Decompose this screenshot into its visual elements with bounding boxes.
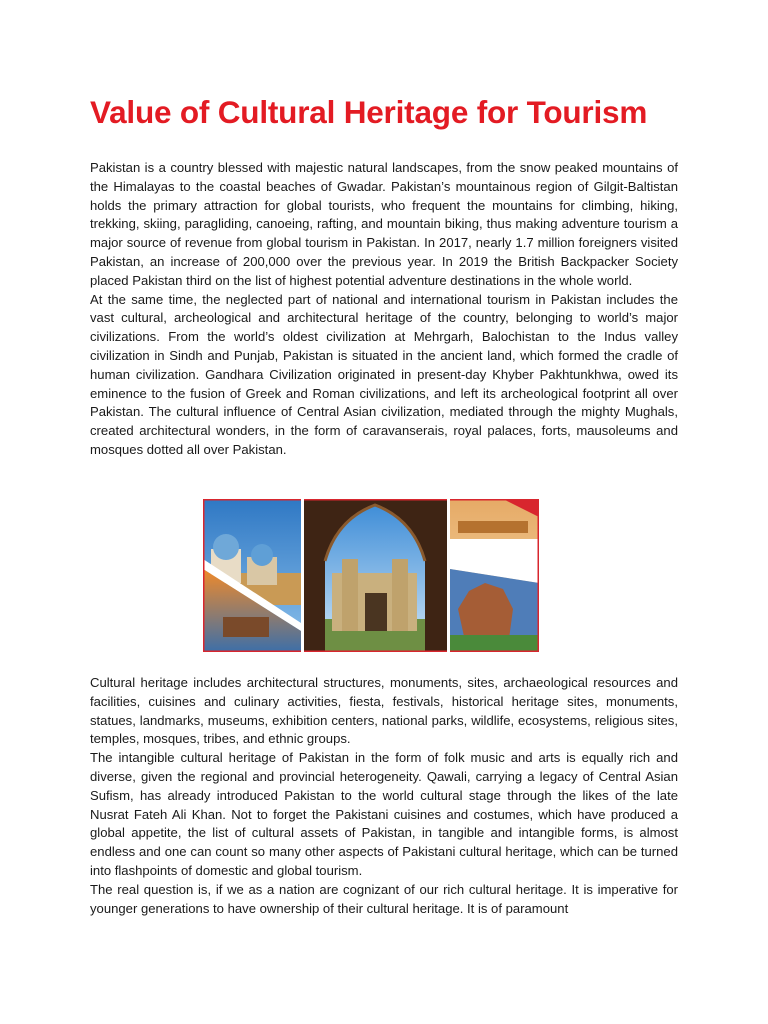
paragraph: At the same time, the neglected part of national and international tourism in Pakistan includes the vast cultural, archeological and architectural heritage of the country, belonging to world’s major civilizations. From the world’s oldest civilization at Mehrgarh, Balochistan to the Indus valley civilization in Sindh and Punjab, Pakistan is situated in the ancient land, which formed the cradle of human civilization. Gandhara Civilization originated in present-day Khyber Pakhtunkhwa, owed its eminence to the fusion of Greek and Roman civilizations, and left its archeological footprint all over Pakistan. The cultural influence of Central Asian civilization, mediated through the mighty Mughals, created architectural wonders, in the form of caravanserais, royal palaces, forts, mausoleums and mosques dotted all over Pakistan. xyxy=(90,291,678,457)
fort-photo xyxy=(304,499,447,652)
tomb-photo xyxy=(203,499,301,652)
heritage-photo-collage xyxy=(203,499,639,652)
paragraph: Pakistan is a country blessed with majestic natural landscapes, from the snow peaked mountains of the Himalayas to the coastal beaches of Gwadar. Pakistan’s mountainous region of Gilgit-Baltistan holds the primary attraction for global tourists, who frequent the mountains for climbing, hiking, trekking, skiing, paragliding, canoeing, rafting, and mountain biking, thus making adventure tourism a major source of revenue from global tourism in Pakistan. In 2017, nearly 1.7 million foreigners visited Pakistan, an increase of 200,000 over the previous year. In 2019 the British Backpacker Society placed Pakistan third on the list of highest potential adventure destinations in the whole world. xyxy=(90,160,678,288)
paragraph: The real question is, if we as a nation are cognizant of our rich cultural heritage. It is imperative for younger generations to have ownership of their cultural heritage. It is of paramount xyxy=(90,881,678,916)
ruins-photo xyxy=(450,499,539,652)
body-text-top xyxy=(90,159,678,460)
page-title: Value of Cultural Heritage for Tourism xyxy=(90,94,648,130)
body-text-bottom xyxy=(90,674,678,918)
paragraph: Cultural heritage includes architectural structures, monuments, sites, archaeological resources and facilities, cuisines and culinary activities, fiesta, festivals, historical heritage sites, monuments, statues, landmarks, museums, exhibition centers, national parks, wildlife, ecosystems, religious sites, temples, mosques, tribes, and ethnic groups. xyxy=(90,675,678,747)
paragraph: The intangible cultural heritage of Pakistan in the form of folk music and arts is equally rich and diverse, given the regional and provincial heterogeneity. Qawali, carrying a legacy of Central Asian Sufism, has already introduced Pakistan to the world cultural stage through the likes of the late Nusrat Fateh Ali Khan. Not to forget the Pakistani cuisines and costumes, which have produced a global appetite, the list of cultural assets of Pakistan, in tangible and intangible forms, is almost endless and one can count so many other aspects of Pakistani cultural heritage, which can be turned into flashpoints of domestic and global tourism. xyxy=(90,750,678,878)
document-page xyxy=(90,0,678,1024)
